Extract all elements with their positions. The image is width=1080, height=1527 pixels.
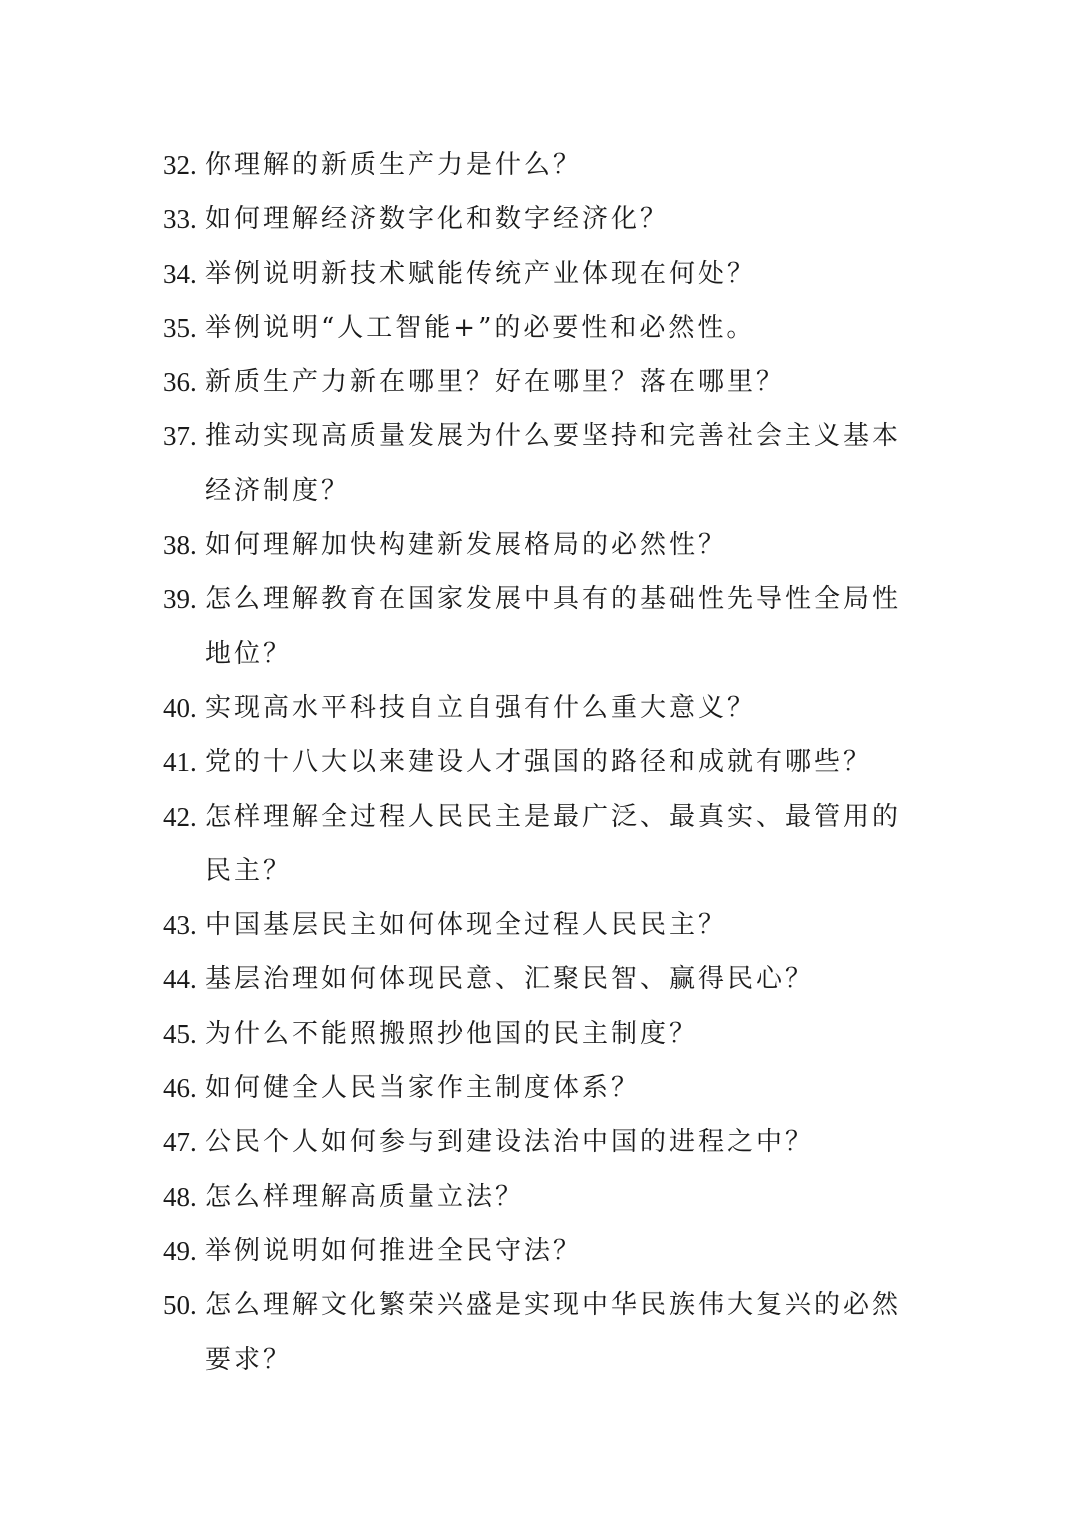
question-item <box>163 572 923 681</box>
question-text: 公民个人如何参与到建设法治中国的进程之中？ <box>205 1127 815 1158</box>
question-item <box>163 735 923 789</box>
question-number: 40. <box>163 692 197 723</box>
question-item <box>163 138 923 192</box>
question-text: 如何理解经济数字化和数字经济化？ <box>205 204 670 235</box>
question-number: 32. <box>163 150 197 180</box>
question-text: 为什么不能照搬照抄他国的民主制度？ <box>205 1018 699 1049</box>
question-number: 36. <box>163 367 197 398</box>
question-number: 33. <box>163 204 197 235</box>
question-number: 34. <box>163 258 197 289</box>
question-item <box>163 952 923 1006</box>
question-item <box>163 1061 923 1115</box>
question-number: 49. <box>163 1235 197 1266</box>
question-text: 实现高水平科技自立自强有什么重大意义？ <box>205 692 757 723</box>
question-text: 怎么样理解高质量立法？ <box>205 1181 525 1212</box>
question-number: 43. <box>163 910 197 941</box>
question-item <box>163 790 923 899</box>
question-item <box>163 1224 923 1278</box>
question-text: 举例说明“人工智能+”的必要性和必然性。 <box>205 312 756 343</box>
question-item <box>163 301 923 355</box>
question-number: 41. <box>163 747 197 778</box>
question-item <box>163 681 923 735</box>
question-item <box>163 1278 923 1387</box>
question-text: 如何理解加快构建新发展格局的必然性？ <box>205 530 728 561</box>
question-number: 47. <box>163 1127 197 1158</box>
question-text: 新质生产力新在哪里？好在哪里？落在哪里？ <box>205 367 786 398</box>
question-number: 35. <box>163 312 197 343</box>
question-text: 怎样理解全过程人民民主是最广泛、最真实、最管用的民主？ <box>205 801 902 886</box>
question-text: 基层治理如何体现民意、汇聚民智、赢得民心？ <box>205 964 815 995</box>
question-item <box>163 247 923 301</box>
question-text: 党的十八大以来建设人才强国的路径和成就有哪些？ <box>205 747 873 778</box>
question-text: 你理解的新质生产力是什么？ <box>205 150 583 180</box>
question-item <box>163 409 923 518</box>
question-text: 举例说明新技术赋能传统产业体现在何处？ <box>205 258 757 289</box>
question-number: 50. <box>163 1290 197 1321</box>
question-text: 中国基层民主如何体现全过程人民民主？ <box>205 910 728 941</box>
question-item <box>163 355 923 409</box>
question-item <box>163 1170 923 1224</box>
question-text: 怎么理解文化繁荣兴盛是实现中华民族伟大复兴的必然要求？ <box>205 1290 902 1375</box>
question-number: 39. <box>163 584 197 615</box>
question-number: 46. <box>163 1073 197 1104</box>
question-number: 45. <box>163 1018 197 1049</box>
question-number: 48. <box>163 1181 197 1212</box>
question-text: 推动实现高质量发展为什么要坚持和完善社会主义基本经济制度？ <box>205 421 902 506</box>
question-number: 44. <box>163 964 197 995</box>
question-item <box>163 1115 923 1169</box>
question-number: 42. <box>163 801 197 832</box>
question-list <box>163 138 923 1387</box>
question-item <box>163 1007 923 1061</box>
question-text: 举例说明如何推进全民守法？ <box>205 1235 583 1266</box>
question-item <box>163 518 923 572</box>
question-number: 38. <box>163 530 197 561</box>
question-text: 怎么理解教育在国家发展中具有的基础性先导性全局性地位？ <box>205 584 902 669</box>
question-number: 37. <box>163 421 197 452</box>
question-item <box>163 192 923 246</box>
question-item <box>163 898 923 952</box>
question-text: 如何健全人民当家作主制度体系？ <box>205 1073 641 1104</box>
